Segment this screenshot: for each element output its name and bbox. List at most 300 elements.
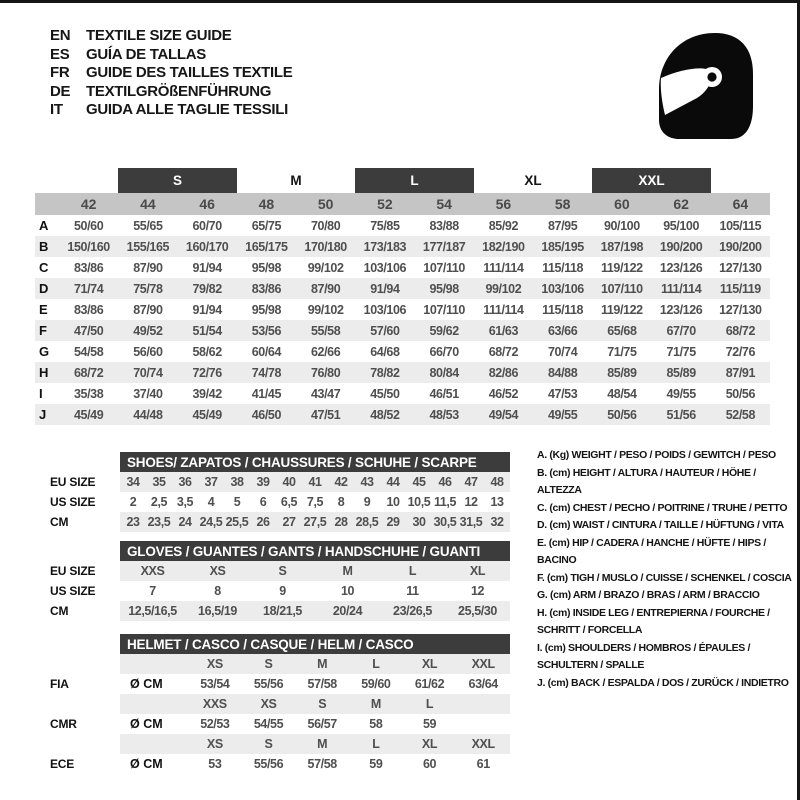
shoes-value: 2 (129, 495, 137, 509)
helmet-value: 55/56 (253, 677, 284, 691)
measurement-value: 75/85 (370, 218, 400, 233)
legend-item: H. (cm) INSIDE LEG / ENTREPIERNA / FOURCHE / SCHRITT / FORCELLA (537, 606, 770, 636)
measurement-value: 44/48 (133, 407, 163, 422)
size-group-label: S (118, 168, 237, 193)
measurement-value: 45/49 (73, 407, 104, 422)
measurement-value: 173/183 (363, 239, 407, 254)
shoes-value: 27 (282, 515, 296, 529)
measurement-value: 99/102 (485, 281, 522, 296)
size-group-label: XL (524, 173, 542, 188)
measurement-value: 46/51 (429, 386, 459, 401)
measurement-value: 51/54 (192, 323, 222, 338)
measurement-value: 64/68 (370, 344, 400, 359)
shoes-value: 23 (126, 515, 140, 529)
measurement-value: 41/45 (251, 386, 282, 401)
measurement-value: 111/114 (483, 260, 524, 275)
size-group (237, 168, 356, 193)
gloves-rows (120, 561, 510, 621)
language-code: DE (50, 82, 71, 100)
size-group (59, 168, 118, 193)
size-number: 52 (377, 196, 393, 212)
size-number: 50 (317, 196, 334, 212)
measurement-value: 115/118 (542, 302, 584, 317)
helmet-rows (120, 654, 510, 774)
size-group (474, 168, 593, 193)
legend-item: I. (cm) SHOULDERS / HOMBROS / ÉPAULES / SCHULTERN / SPALLE (537, 641, 751, 671)
measurement-value: 119/122 (601, 260, 643, 275)
shoes-value: 3,5 (176, 495, 194, 509)
measurement-value: 99/102 (307, 302, 344, 317)
gloves-row-labels (50, 561, 120, 621)
legend-item: D. (cm) WAIST / CINTURA / TAILLE / HÜFTUNG / VITA (537, 519, 784, 531)
helmet-value: 59/60 (361, 677, 391, 691)
measurement-value: 53/56 (251, 323, 282, 338)
legend-item: G. (cm) ARM / BRAZO / BRAS / ARM / BRACCIO (537, 589, 760, 601)
shoes-value: 11,5 (433, 495, 457, 509)
language-code: EN (50, 27, 71, 44)
size-number: 64 (732, 196, 749, 212)
shoes-value: 24,5 (199, 515, 223, 529)
measurement-row-label: G (39, 344, 50, 359)
shoes-value: 41 (308, 475, 322, 489)
helmet-size-label: S (264, 737, 273, 751)
gloves-row (120, 561, 510, 581)
measurement-row (35, 236, 770, 257)
measurement-value: 46/50 (251, 407, 282, 422)
measurement-value: 67/70 (666, 323, 696, 338)
language-title: TEXTILE SIZE GUIDE (86, 27, 232, 44)
measurement-value: 123/126 (659, 260, 703, 275)
gloves-row (120, 581, 510, 601)
shoes-value: 13 (490, 495, 504, 509)
shoes-value: 37 (204, 475, 218, 489)
helmet-size-label: M (317, 737, 328, 751)
measurement-value: 71/75 (607, 344, 637, 359)
helmet-value: 53/54 (200, 677, 230, 691)
measurement-value: 71/74 (73, 281, 104, 296)
language-row (50, 64, 292, 83)
helmet-size-label: XS (206, 657, 223, 671)
measurement-value: 190/200 (719, 239, 762, 254)
measurement-value: 58/62 (192, 344, 222, 359)
helmet-size-row (120, 734, 510, 754)
shoes-table (35, 452, 510, 532)
measurement-value: 70/74 (547, 344, 578, 359)
gloves-row-label: CM (50, 604, 69, 618)
shoes-value: 24 (178, 515, 192, 529)
size-number: 56 (495, 196, 512, 212)
shoes-table-title: SHOES/ ZAPATOS / CHAUSSURES / SCHUHE / SCARPE (120, 452, 510, 472)
measurement-value: 160/170 (185, 239, 229, 254)
language-code: IT (50, 101, 63, 118)
measurement-row (35, 341, 770, 362)
measurement-value: 95/98 (251, 302, 282, 317)
gloves-value: 9 (279, 584, 286, 598)
measurement-row-label: A (39, 218, 49, 233)
language-title: GUIDE DES TAILLES TEXTILE (86, 64, 293, 81)
shoes-value: 42 (334, 475, 348, 489)
measurement-value: 182/190 (482, 239, 525, 254)
helmet-icon (651, 30, 757, 142)
measurement-value: 43/47 (310, 386, 341, 401)
helmet-value-row (120, 714, 510, 734)
shoes-value: 35 (152, 475, 166, 489)
shoes-value: 8 (337, 495, 345, 509)
measurement-value: 83/86 (73, 302, 104, 317)
measurement-value: 83/86 (73, 260, 104, 275)
helmet-size-label: M (370, 697, 381, 711)
gloves-row-label: EU SIZE (50, 564, 96, 578)
helmet-unit-label: Ø CM (130, 717, 163, 731)
shoes-row (120, 492, 510, 512)
shoes-value: 48 (490, 475, 504, 489)
measurement-value: 95/98 (429, 281, 459, 296)
helmet-size-row (120, 694, 510, 714)
shoes-row (120, 512, 510, 532)
language-row (50, 46, 292, 65)
size-number: 62 (673, 196, 689, 212)
shoes-value: 28 (334, 515, 348, 529)
helmet-size-label: L (372, 657, 380, 671)
measurement-value: 60/70 (192, 218, 222, 233)
helmet-size-label: XXL (471, 657, 495, 671)
gloves-value: 10 (340, 584, 355, 598)
shoes-value: 26 (256, 515, 270, 529)
measurement-value: 190/200 (659, 239, 703, 254)
measurement-value: 150/160 (67, 239, 110, 254)
measurement-value: 71/75 (666, 344, 696, 359)
measurement-value: 62/66 (310, 344, 341, 359)
measurement-value: 87/91 (725, 365, 756, 380)
helmet-size-label: S (264, 657, 273, 671)
helmet-size-label: L (425, 697, 434, 711)
measurement-value: 50/60 (73, 218, 104, 233)
helmet-value: 63/64 (468, 677, 498, 691)
size-number: 44 (140, 196, 156, 212)
shoes-value: 30 (412, 515, 426, 529)
gloves-value: 16,5/19 (198, 604, 237, 618)
measurement-value: 85/89 (607, 365, 637, 380)
gloves-row (120, 601, 510, 621)
measurement-row-label: C (39, 260, 49, 275)
shoes-value: 34 (126, 475, 140, 489)
helmet-value-row (120, 754, 510, 774)
measurement-value: 50/56 (607, 407, 637, 422)
size-number: 46 (199, 196, 215, 212)
shoes-value: 7,5 (306, 495, 324, 509)
measurement-value: 115/119 (719, 281, 761, 296)
legend-item: A. (Kg) WEIGHT / PESO / POIDS / GEWITCH / PESO (537, 449, 776, 461)
measurement-value: 68/72 (488, 344, 519, 359)
measurement-value: 66/70 (429, 344, 459, 359)
measurement-row-label: I (39, 386, 43, 401)
size-number: 60 (614, 196, 630, 212)
measurement-value: 95/98 (251, 260, 282, 275)
helmet-value: 57/58 (307, 757, 337, 771)
measurement-value: 103/106 (541, 281, 584, 296)
shoes-value: 10,5 (407, 495, 431, 509)
measurement-value: 49/52 (133, 323, 163, 338)
shoes-value: 2,5 (150, 495, 168, 509)
size-group-header-row (35, 168, 770, 193)
helmet-size-label: XS (260, 697, 277, 711)
measurement-value: 105/115 (719, 218, 762, 233)
measurement-value: 49/55 (547, 407, 578, 422)
shoes-value: 31,5 (459, 515, 483, 529)
helmet-size-label: XXS (202, 697, 227, 711)
measurement-row-label: E (39, 302, 48, 317)
measurement-value: 59/62 (429, 323, 459, 338)
measurement-value: 87/90 (133, 302, 163, 317)
legend-item: J. (cm) BACK / ESPALDA / DOS / ZURÜCK / INDIETRO (537, 676, 789, 689)
helmet-standard-label: ECE (50, 757, 75, 771)
measurement-value: 60/64 (251, 344, 282, 359)
size-group (118, 168, 237, 193)
measurement-value: 107/110 (423, 260, 465, 275)
measurement-legend (537, 447, 799, 692)
helmet-value: 54/55 (253, 717, 284, 731)
measurement-value: 35/38 (73, 386, 104, 401)
gloves-value: S (278, 564, 287, 578)
gloves-row-label: US SIZE (50, 584, 96, 598)
helmet-value: 53 (208, 757, 222, 771)
helmet-value: 59 (422, 717, 437, 731)
size-group-label: M (290, 173, 302, 188)
measurement-value: 123/126 (659, 302, 703, 317)
measurement-value: 170/180 (304, 239, 347, 254)
helmet-unit-label: Ø CM (130, 677, 163, 691)
shoes-row-label: US SIZE (50, 495, 96, 509)
language-code: ES (50, 45, 70, 63)
measurement-value: 68/72 (725, 323, 756, 338)
helmet-value-row (120, 674, 510, 694)
measurement-value: 45/50 (370, 386, 400, 401)
measurement-value: 103/106 (363, 302, 407, 317)
shoes-value: 29 (386, 515, 400, 529)
measurement-value: 37/40 (133, 386, 163, 401)
size-group (711, 168, 770, 193)
measurement-value: 48/52 (370, 407, 400, 422)
measurement-value: 185/195 (541, 239, 584, 254)
measurement-row-label: F (39, 323, 47, 338)
measurement-value: 65/68 (607, 323, 637, 338)
gloves-value: 23/26,5 (393, 604, 432, 618)
measurement-value: 80/84 (429, 365, 459, 380)
gloves-value: 8 (214, 584, 221, 598)
measurement-row-label: J (39, 407, 47, 422)
measurement-row (35, 383, 770, 404)
gloves-value: 12,5/16,5 (128, 604, 177, 618)
measurement-value: 90/100 (603, 218, 640, 233)
size-group (592, 168, 711, 193)
measurement-value: 47/53 (547, 386, 578, 401)
shoes-value: 12 (464, 495, 478, 509)
measurement-value: 107/110 (423, 302, 465, 317)
measurement-value: 39/42 (192, 386, 222, 401)
legend-item: F. (cm) TIGH / MUSLO / CUISSE / SCHENKEL / COSCIA (537, 571, 792, 584)
gloves-value: 7 (149, 584, 156, 598)
measurement-value: 49/55 (666, 386, 696, 401)
measurement-row-label: D (39, 281, 49, 296)
measurement-value: 177/187 (422, 239, 466, 254)
shoes-value: 43 (360, 475, 374, 489)
measurement-value: 76/80 (310, 365, 341, 380)
measurement-value: 78/82 (370, 365, 400, 380)
shoes-value: 45 (412, 475, 426, 489)
size-number-row (35, 193, 770, 215)
measurement-value: 91/94 (192, 260, 222, 275)
shoes-row-labels (50, 472, 120, 532)
measurement-value: 111/114 (483, 302, 524, 317)
measurement-value: 55/58 (310, 323, 341, 338)
measurement-value: 165/175 (245, 239, 288, 254)
measurement-value: 46/52 (488, 386, 519, 401)
gloves-value: XL (469, 564, 486, 578)
measurement-row (35, 299, 770, 320)
measurement-value: 55/65 (133, 218, 163, 233)
helmet-unit-label: Ø CM (130, 757, 163, 771)
measurement-value: 48/53 (429, 407, 459, 422)
helmet-value: 60 (422, 757, 437, 771)
shoes-rows (120, 472, 510, 532)
shoes-value: 40 (282, 475, 296, 489)
measurement-value: 72/76 (192, 365, 222, 380)
helmet-size-row (120, 654, 510, 674)
measurement-value: 95/100 (663, 218, 700, 233)
measurement-value: 82/86 (488, 365, 519, 380)
gloves-table (35, 541, 510, 621)
shoes-row (120, 472, 510, 492)
size-number: 42 (80, 196, 97, 212)
measurement-row (35, 404, 770, 425)
gloves-value: 11 (406, 584, 419, 598)
measurement-value: 83/86 (251, 281, 282, 296)
measurement-value: 45/49 (192, 407, 222, 422)
helmet-value: 61 (476, 757, 490, 771)
measurement-value: 91/94 (192, 302, 222, 317)
helmet-standard-label: CMR (50, 717, 77, 731)
helmet-value: 59 (369, 757, 383, 771)
language-row (50, 83, 292, 102)
gloves-value: 12 (470, 584, 485, 598)
shoes-value: 28,5 (355, 515, 379, 529)
measurement-value: 70/80 (310, 218, 341, 233)
measurement-value: 56/60 (133, 344, 163, 359)
shoes-value: 6,5 (280, 495, 298, 509)
shoes-value: 47 (464, 475, 478, 489)
measurement-value: 187/198 (600, 239, 644, 254)
helmet-size-label: XXL (471, 737, 495, 751)
shoes-value: 4 (207, 495, 215, 509)
shoes-value: 36 (178, 475, 192, 489)
measurement-value: 111/114 (660, 281, 702, 296)
legend-item: B. (cm) HEIGHT / ALTURA / HAUTEUR / HÖHE / ALTEZZA (537, 466, 756, 496)
measurement-row (35, 215, 770, 236)
shoes-value: 44 (386, 475, 400, 489)
measurement-value: 85/89 (666, 365, 696, 380)
helmet-size-label: XS (206, 737, 223, 751)
helmet-size-label: XL (421, 657, 438, 671)
measurement-value: 57/60 (370, 323, 400, 338)
legend-item: E. (cm) HIP / CADERA / HANCHE / HÜFTE / HIPS / BACINO (537, 536, 766, 566)
shoes-value: 25,5 (225, 515, 249, 529)
legend-item: C. (cm) CHEST / PECHO / POITRINE / TRUHE / PETTO (537, 501, 788, 514)
measurement-value: 48/54 (607, 386, 637, 401)
measurement-value: 115/118 (542, 260, 584, 275)
measurement-value: 79/82 (192, 281, 222, 296)
shoes-value: 6 (259, 495, 267, 509)
language-title: GUÍA DE TALLAS (86, 45, 206, 63)
measurement-value: 99/102 (307, 260, 344, 275)
shoes-value: 39 (256, 475, 270, 489)
shoes-row-label: CM (50, 515, 69, 529)
helmet-size-label: S (318, 697, 327, 711)
measurement-value: 65/75 (251, 218, 282, 233)
gloves-value: M (342, 564, 353, 578)
gloves-value: XXS (140, 564, 165, 578)
measurement-row (35, 320, 770, 341)
measurement-value: 51/56 (666, 407, 696, 422)
gloves-value: 18/21,5 (263, 604, 302, 618)
measurement-value: 54/58 (73, 344, 104, 359)
helmet-standard-label: FIA (50, 677, 69, 691)
language-row (50, 27, 292, 46)
helmet-table (35, 634, 510, 774)
measurement-value: 50/56 (725, 386, 756, 401)
size-group-label: XXL (592, 168, 711, 193)
helmet-table-title: HELMET / CASCO / CASQUE / HELM / CASCO (120, 634, 510, 654)
size-group (355, 168, 474, 193)
measurement-value: 61/63 (488, 323, 519, 338)
measurement-row-label: H (39, 365, 49, 380)
gloves-value: L (408, 564, 417, 578)
measurement-value: 119/122 (601, 302, 643, 317)
measurement-value: 87/90 (133, 260, 163, 275)
measurement-value: 87/95 (547, 218, 578, 233)
size-group-label: L (355, 168, 474, 193)
measurement-value: 127/130 (719, 302, 762, 317)
size-group-label (59, 168, 118, 193)
language-title: TEXTILGRÖßENFÜHRUNG (86, 82, 272, 100)
gloves-table-title: GLOVES / GUANTES / GANTS / HANDSCHUHE / GUANTI (120, 541, 510, 561)
measurement-value: 84/88 (547, 365, 578, 380)
shoes-value: 27,5 (303, 515, 327, 529)
main-size-table (35, 168, 770, 425)
measurement-value: 47/51 (310, 407, 341, 422)
measurement-value: 74/78 (251, 365, 282, 380)
helmet-value: 57/58 (307, 677, 337, 691)
measurement-value: 155/165 (126, 239, 170, 254)
shoes-value: 46 (438, 475, 452, 489)
measurement-value: 47/50 (73, 323, 104, 338)
measurement-value: 49/54 (488, 407, 519, 422)
helmet-size-label: L (372, 737, 380, 751)
language-row (50, 101, 292, 120)
language-title-block (50, 27, 292, 120)
gloves-value: XS (209, 564, 226, 578)
shoes-value: 38 (230, 475, 244, 489)
language-title: GUIDA ALLE TAGLIE TESSILI (86, 101, 288, 118)
gloves-value: 25,5/30 (458, 604, 497, 618)
measurement-value: 72/76 (725, 344, 756, 359)
size-number: 54 (436, 196, 452, 212)
measurement-value: 83/88 (429, 218, 459, 233)
measurement-row (35, 257, 770, 278)
measurement-value: 85/92 (488, 218, 519, 233)
helmet-value: 52/53 (200, 717, 230, 731)
language-code: FR (50, 64, 70, 81)
shoes-value: 5 (233, 495, 241, 509)
